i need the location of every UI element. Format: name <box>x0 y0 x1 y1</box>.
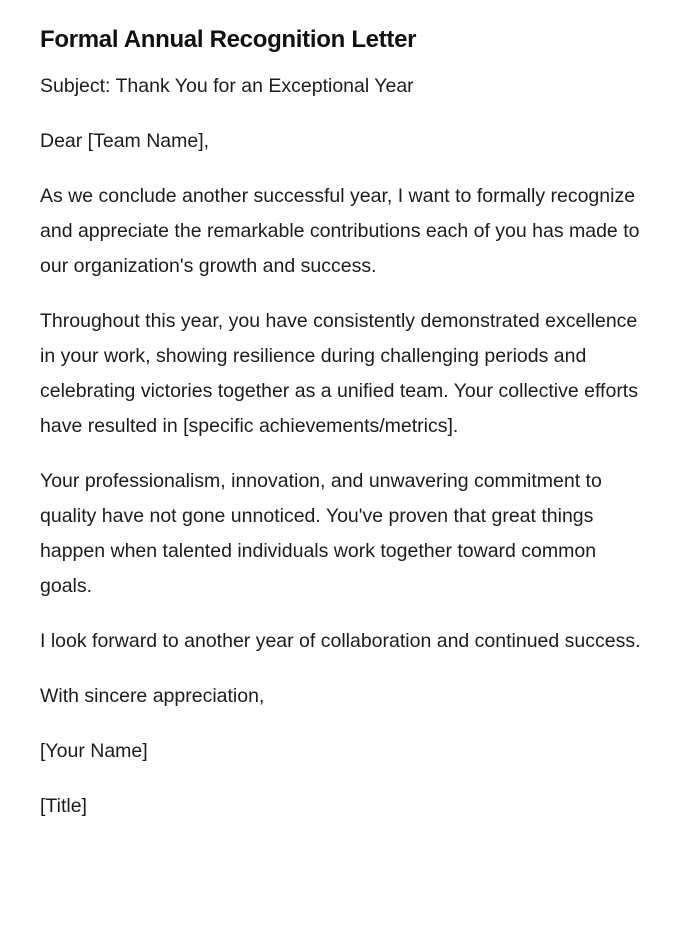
body-paragraph-1: As we conclude another successful year, I want to formally recognize and appreciate the remarkable contributions each of you has made to our organization's growth and success. <box>40 185 640 277</box>
body-paragraph-2: Throughout this year, you have consistently demonstrated excellence in your work, showing resilience during challenging periods and celebrating victories together as a unified team. Your collective efforts have resulted in [specific achievements/metrics]. <box>40 310 638 437</box>
body-paragraph-3: Your professionalism, innovation, and unwavering commitment to quality have not gone unnoticed. You've proven that great things happen when talented individuals work together toward common goals. <box>40 470 602 597</box>
salutation: Dear [Team Name], <box>40 130 210 152</box>
subject-line: Subject: Thank You for an Exceptional Year <box>40 75 414 97</box>
signer-name: [Your Name] <box>40 740 148 762</box>
letter-title: Formal Annual Recognition Letter <box>40 26 417 53</box>
closing-line: With sincere appreciation, <box>40 685 265 707</box>
body-paragraph-4: I look forward to another year of collaboration and continued success. <box>40 630 641 652</box>
letter <box>40 22 646 844</box>
signer-title: [Title] <box>40 795 87 817</box>
